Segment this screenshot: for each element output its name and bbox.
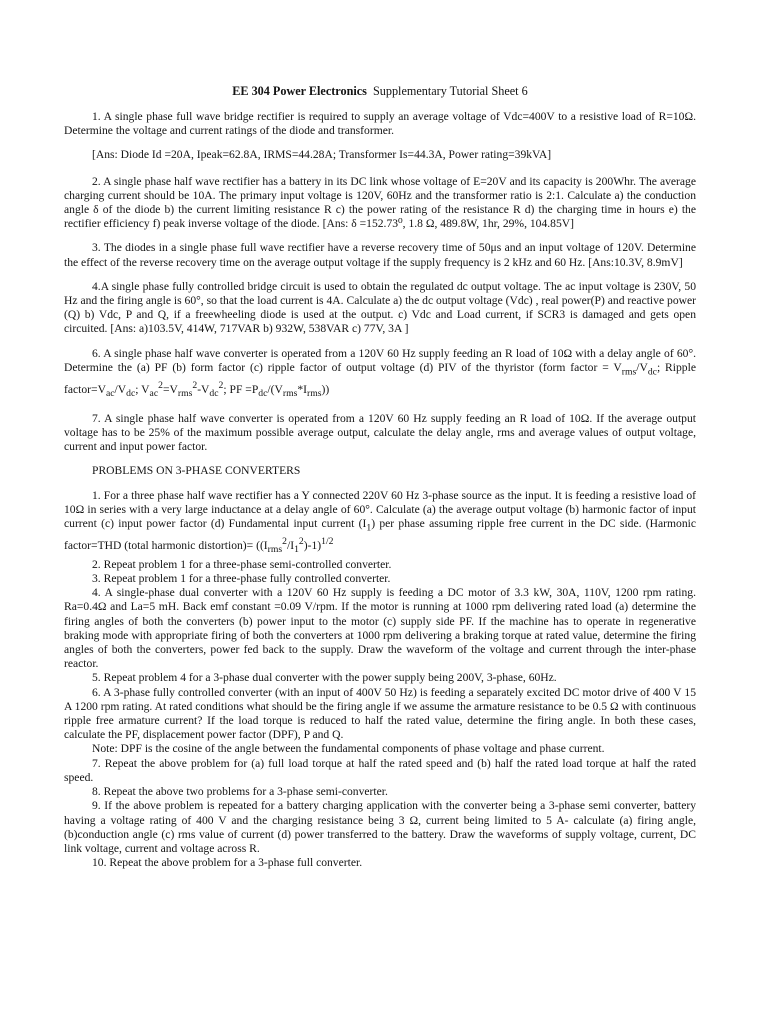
subscript: dc bbox=[126, 388, 136, 400]
subscript: rms bbox=[267, 544, 283, 556]
problem-text: )-1) bbox=[303, 539, 322, 553]
problem-text: 1. For a three phase half wave rectifier has a Y connected 220V 60 Hz 3-phase source as the input. It is feeding a resistive load of 10Ω in series with a very large inductance at a delay angle of 60°. Calculate (a) the average output voltage (b) harmonic factor of input current (c) input power factor (d) Fundamental input current (I bbox=[64, 488, 696, 530]
superscript: 2 bbox=[282, 536, 287, 548]
three-phase-problem-1 bbox=[64, 489, 696, 558]
problem-6-text: *I bbox=[297, 383, 308, 397]
three-phase-problem-7: 7. Repeat the above problem for (a) full load torque at half the rated speed and (b) half the rated load torque at half the rated speed. bbox=[64, 756, 696, 784]
subscript: 1 bbox=[366, 522, 372, 534]
problem-4: 4.A single phase fully controlled bridge circuit is used to obtain the regulated dc output voltage. The ac input voltage is 230V, 50 Hz and the firing angle is 60°, so that the load current is 4A. Calculate a) the dc output voltage (Vdc) , real power(P) and reactive power (Q) b) Vdc, P and Q, if a freewheeling diode is used at the output. c) Vdc and Load current, if SCR3 is damaged and gets open circuited. [Ans: a)103.5V, 414W, 717VAR b) 932W, 538VAR c) 77V, 3A ] bbox=[64, 279, 696, 336]
problem-6-text: )) bbox=[321, 383, 330, 397]
problem-6-text: /(V bbox=[267, 383, 283, 397]
problem-text: ) per phase assuming ripple free current in the DC side. (Harmonic factor=THD (total harmonic distortion)= ((I bbox=[64, 516, 696, 553]
problem-7: 7. A single phase half wave converter is operated from a 120V 60 Hz supply feeding an R load of 10Ω. If the average output voltage has to be 25% of the maximum possible average output, calculate the delay angle, rms and average values of output voltage, current and input power factor. bbox=[64, 411, 696, 454]
three-phase-problem-6: 6. A 3-phase fully controlled converter (with an input of 400V 50 Hz) is feeding a separately excited DC motor drive of 400 V 15 A 1200 rpm rating. At rated conditions what should be the firing angle if we assume the armature resistance to be 0.5 Ω with continuous ripple free armature current? If the load torque is reduced to half the rated value, determine the firing angle. In both these cases, calculate the PF, displacement power factor (DPF), P and Q. bbox=[64, 685, 696, 742]
subscript: ac bbox=[105, 388, 115, 400]
problem-6-text: =V bbox=[162, 383, 178, 397]
problem-6-text: ; PF =P bbox=[223, 383, 259, 397]
subscript: dc bbox=[647, 366, 657, 378]
course-name: EE 304 Power Electronics bbox=[232, 84, 367, 98]
three-phase-problem-8: 8. Repeat the above two problems for a 3-phase semi-converter. bbox=[92, 785, 388, 799]
problem-6-text: /V bbox=[636, 360, 648, 374]
three-phase-problem-10: 10. Repeat the above problem for a 3-phase full converter. bbox=[92, 856, 363, 870]
subscript: rms bbox=[177, 388, 193, 400]
sheet-title bbox=[64, 84, 696, 99]
subscript: rms bbox=[282, 388, 298, 400]
section-heading: PROBLEMS ON 3-PHASE CONVERTERS bbox=[92, 464, 301, 478]
superscript: 1/2 bbox=[321, 536, 334, 548]
problem-1: 1. A single phase full wave bridge rectifier is required to supply an average voltage of Vdc=400V to a resistive load of R=10Ω. Determine the voltage and current ratings of the diode and transformer. bbox=[64, 110, 696, 138]
problem-6-text: ; Ripple factor=V bbox=[64, 360, 696, 397]
problem-1-answer: [Ans: Diode Id =20A, Ipeak=62.8A, IRMS=44.28A; Transformer Is=44.3A, Power rating=39kVA] bbox=[92, 148, 552, 162]
problem-6-text: 6. A single phase half wave converter is operated from a 120V 60 Hz supply feeding an R load of 10Ω with a delay angle of 60°. Determine the (a) PF (b) form factor (c) ripple factor of output voltage (d) PIV of the thyristor (form factor = V bbox=[64, 346, 696, 374]
subscript: dc bbox=[258, 388, 268, 400]
three-phase-problem-5: 5. Repeat problem 4 for a 3-phase dual converter with the power supply being 200V, 3-phase, 60Hz. bbox=[92, 671, 557, 685]
subscript: dc bbox=[209, 388, 219, 400]
three-phase-problem-2: 2. Repeat problem 1 for a three-phase semi-controlled converter. bbox=[92, 557, 392, 571]
problem-text: /I bbox=[286, 539, 295, 553]
problem-6-text: ; V bbox=[135, 383, 150, 397]
problem-6 bbox=[64, 347, 696, 402]
three-phase-problem-3: 3. Repeat problem 1 for a three-phase fully controlled converter. bbox=[92, 572, 391, 586]
subscript: rms bbox=[307, 388, 322, 400]
subscript: rms bbox=[621, 366, 637, 378]
superscript: 2 bbox=[218, 380, 224, 392]
three-phase-problem-9: 9. If the above problem is repeated for a battery charging application with the converter being a 3-phase semi converter, battery having a voltage rating of 400 V and the charging resistance being 3 Ω, current being limited to 5 A- calculate (a) firing angle, (b)conduction angle (c) rms value of current (d) power transferred to the battery. Draw the waveforms of supply voltage, current, DC link voltage, current and voltage across R. bbox=[64, 799, 696, 855]
superscript: 2 bbox=[158, 380, 163, 392]
problem-6-text: -V bbox=[197, 383, 210, 397]
problem-3: 3. The diodes in a single phase full wave rectifier have a reverse recovery time of 50μs and an input voltage of 120V. Determine the effect of the reverse recovery time on the average output voltage if the supply frequency is 2 kHz and 60 Hz. [Ans:10.3V, 8.9mV] bbox=[64, 241, 696, 269]
superscript: 2 bbox=[192, 380, 198, 392]
sheet-subtitle: Supplementary Tutorial Sheet 6 bbox=[373, 84, 528, 98]
dpf-note: Note: DPF is the cosine of the angle between the fundamental components of phase voltage and phase current. bbox=[92, 742, 605, 756]
problem-6-text: /V bbox=[114, 383, 127, 397]
subscript: 1 bbox=[294, 544, 299, 556]
three-phase-problem-4: 4. A single-phase dual converter with a 120V 60 Hz supply is feeding a DC motor of 3.3 kW, 30A, 110V, 1200 rpm rating. Ra=0.4Ω and La=5 mH. Back emf constant =0.09 V/rpm. If the motor is running at 1000 rpm delivering rated load (a) determine the firing angles of both the converters (b) power input to the motor (c) supply side PF. If the machine has to operate in regenerative braking mode with appropriate firing of both the converters at 1000 rpm delivering a braking torque at rated value, determine the firing angles of both the converters, power fed back to the supply. Draw the waveform of the voltage and current through the inter-phase reactor. bbox=[64, 586, 696, 671]
superscript: 2 bbox=[298, 536, 304, 548]
subscript: ac bbox=[149, 388, 159, 400]
problem-2: 2. A single phase half wave rectifier has a battery in its DC link whose voltage of E=20V and its capacity is 200Whr. The average charging current should be 10A. The primary input voltage is 120V, 60Hz and the transformer ratio is 2:1. Calculate a) the conduction angle δ of the diode b) the current limiting resistance R c) the power rating of the resistance R d) the charging time in hours e) the rectifier efficiency f) peak inverse voltage of the diode. [Ans: δ =152.73⁰, 1.8 Ω, 489.8W, 1hr, 29%, 104.85V] bbox=[64, 174, 696, 231]
